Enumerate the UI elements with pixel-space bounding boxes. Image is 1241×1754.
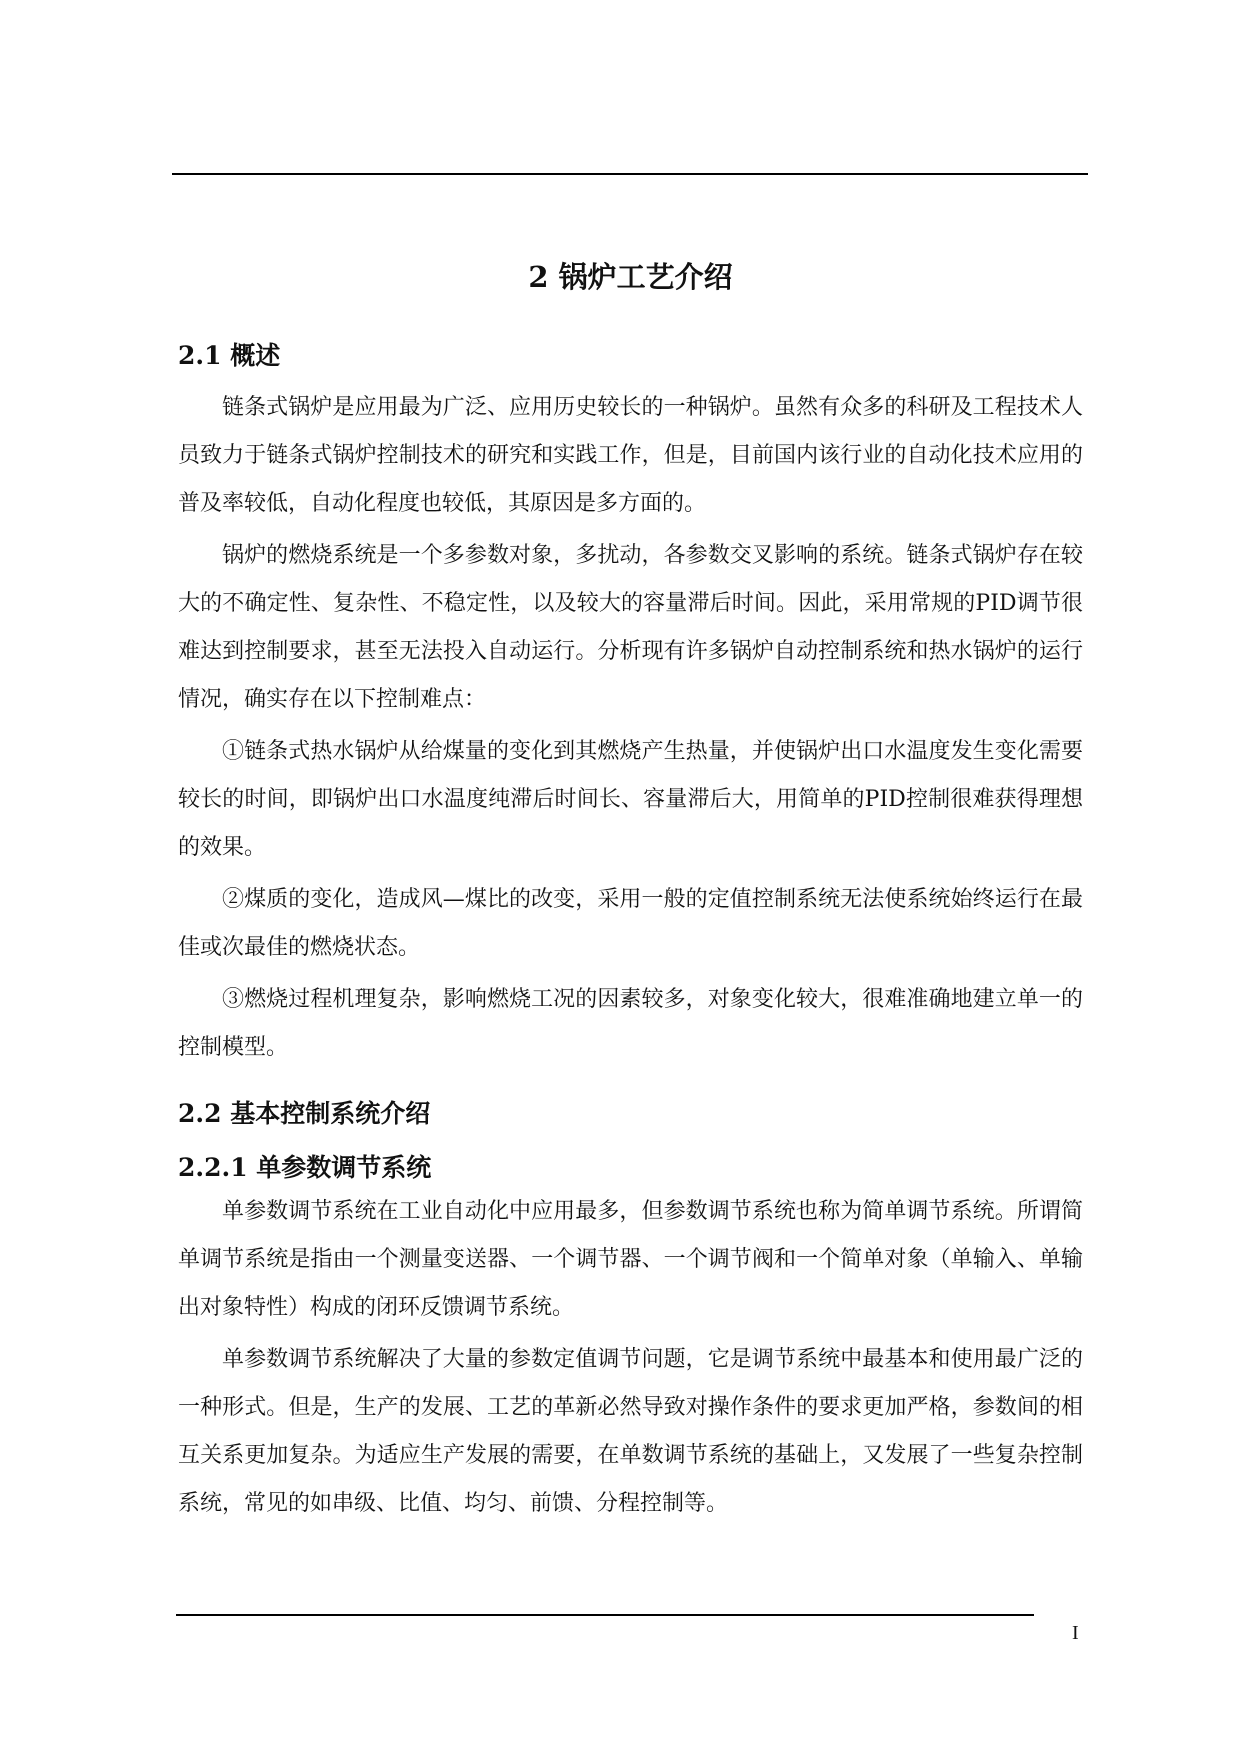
section-spacer [178, 1076, 1083, 1092]
paragraph: 单参数调节系统解决了大量的参数定值调节问题，它是调节系统中最基本和使用最广泛的一种形式。但是，生产的发展、工艺的革新必然导致对操作条件的要求更加严格，参数间的相互关系更加复杂。为适应生产发展的需要，在单数调节系统的基础上，又发展了一些复杂控制系统，常见的如串级、比值、均匀、前馈、分程控制等。 [178, 1347, 1083, 1516]
paragraph: ③燃烧过程机理复杂，影响燃烧工况的因素较多，对象变化较大，很难准确地建立单一的控制模型。 [178, 987, 1083, 1060]
paragraph: 链条式锅炉是应用最为广泛、应用历史较长的一种锅炉。虽然有众多的科研及工程技术人员致力于链条式锅炉控制技术的研究和实践工作，但是，目前国内该行业的自动化技术应用的普及率较低，自动化程度也较低，其原因是多方面的。 [178, 395, 1083, 516]
paragraph: ②煤质的变化，造成风—煤比的改变，采用一般的定值控制系统无法使系统始终运行在最佳或次最佳的燃烧状态。 [178, 887, 1083, 960]
chapter-title: 2 锅炉工艺介绍 [528, 260, 733, 294]
paragraph: 锅炉的燃烧系统是一个多参数对象，多扰动，各参数交叉影响的系统。链条式锅炉存在较大的不确定性、复杂性、不稳定性，以及较大的容量滞后时间。因此，采用常规的PID调节很难达到控制要求，甚至无法投入自动运行。分析现有许多锅炉自动控制系统和热水锅炉的运行情况，确实存在以下控制难点： [178, 543, 1083, 712]
subsection-title-2-2-1: 2.2.1 单参数调节系统 [178, 1153, 432, 1182]
section-title-2-2: 2.2 基本控制系统介绍 [178, 1099, 431, 1128]
page-content [178, 253, 1083, 1532]
paragraph: ①链条式热水锅炉从给煤量的变化到其燃烧产生热量，并使锅炉出口水温度发生变化需要较长的时间，即锅炉出口水温度纯滞后时间长、容量滞后大，用简单的PID控制很难获得理想的效果。 [178, 739, 1083, 860]
footer-rule [176, 1614, 1034, 1616]
page-number: I [1072, 1622, 1079, 1644]
paragraph: 单参数调节系统在工业自动化中应用最多，但参数调节系统也称为简单调节系统。所谓简单调节系统是指由一个测量变送器、一个调节器、一个调节阀和一个简单对象（单输入、单输出对象特性）构成的闭环反馈调节系统。 [178, 1199, 1083, 1320]
section-title-2-1: 2.1 概述 [178, 341, 281, 370]
header-rule [172, 173, 1088, 175]
